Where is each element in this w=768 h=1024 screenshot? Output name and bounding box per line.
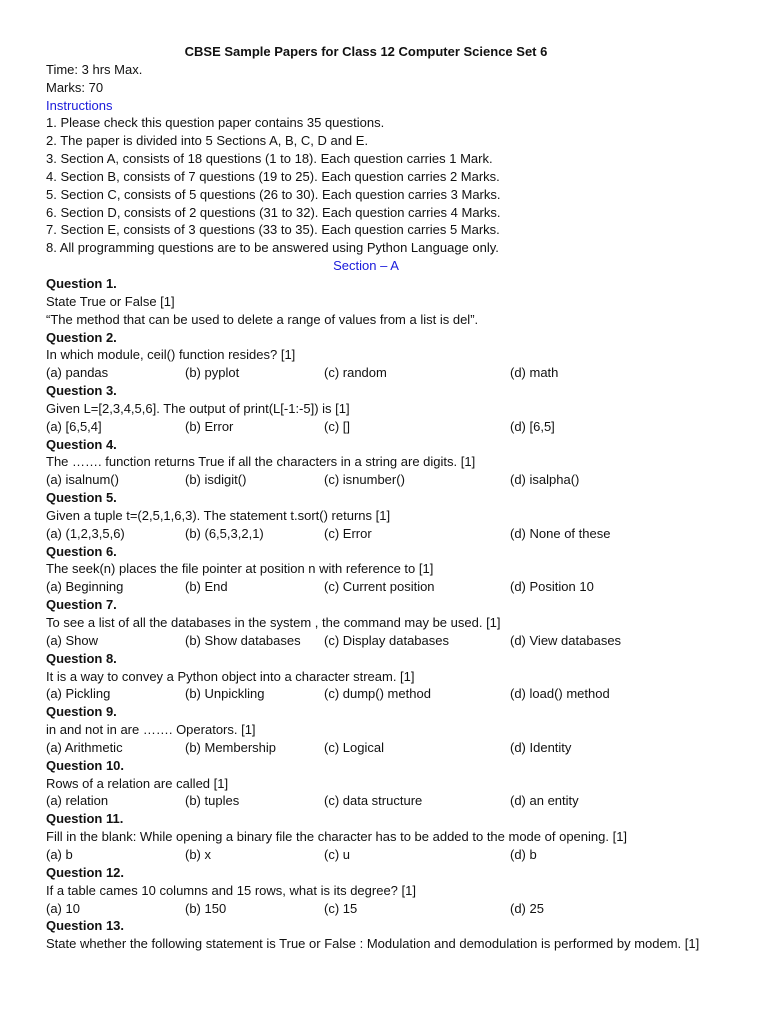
question-block (46, 864, 726, 918)
question-block (46, 757, 726, 811)
answer-option: (d) load() method (510, 686, 610, 702)
question-text: “The method that can be used to delete a range of values from a list is del”. (46, 311, 479, 327)
paper-title: CBSE Sample Papers for Class 12 Computer Science Set 6 (184, 44, 548, 59)
answer-option: (c) data structure (324, 793, 423, 809)
answer-option: (a) Show (46, 632, 99, 648)
question-text: The seek(n) places the file pointer at position n with reference to [1] (46, 561, 434, 577)
answer-option: (d) 25 (510, 900, 544, 916)
question-block (46, 436, 726, 490)
answer-option: (c) u (324, 846, 350, 862)
question-block (46, 650, 726, 704)
answer-option: (b) End (185, 579, 228, 595)
question-text: in and not in are ……. Operators. [1] (46, 722, 256, 738)
question-block (46, 382, 726, 436)
instruction-item: 8. All programming questions are to be answered using Python Language only. (46, 240, 499, 256)
options-row (46, 471, 726, 489)
answer-option: (d) an entity (510, 793, 579, 809)
instruction-item: 2. The paper is divided into 5 Sections A, B, C, D and E. (46, 133, 369, 149)
instruction-item: 6. Section D, consists of 2 questions (31 to 32). Each question carries 4 Marks. (46, 204, 501, 220)
question-text: Fill in the blank: While opening a binary file the character has to be added to the mode of opening. [1] (46, 829, 628, 845)
question-text: Given a tuple t=(2,5,1,6,3). The statement t.sort() returns [1] (46, 507, 391, 523)
answer-option: (a) [6,5,4] (46, 418, 102, 434)
answer-option: (c) 15 (324, 900, 358, 916)
question-block (46, 703, 726, 757)
question-block (46, 810, 726, 864)
question-paper (46, 43, 726, 953)
answer-option: (b) tuples (185, 793, 240, 809)
question-text: The ……. function returns True if all the characters in a string are digits. [1] (46, 454, 476, 470)
question-heading: Question 6. (46, 543, 117, 559)
answer-option: (c) Logical (324, 739, 384, 755)
answer-option: (d) None of these (510, 525, 611, 541)
answer-option: (c) Display databases (324, 632, 449, 648)
answer-option: (b) x (185, 846, 211, 862)
answer-option: (d) b (510, 846, 537, 862)
answer-option: (a) relation (46, 793, 109, 809)
question-text: Given L=[2,3,4,5,6]. The output of print(L[-1:-5]) is [1] (46, 400, 350, 416)
answer-option: (c) random (324, 365, 387, 381)
answer-option: (a) b (46, 846, 73, 862)
answer-option: (d) [6,5] (510, 418, 555, 434)
answer-option: (a) pandas (46, 365, 109, 381)
question-heading: Question 9. (46, 704, 117, 720)
answer-option: (c) Current position (324, 579, 435, 595)
question-block (46, 917, 726, 953)
instruction-item: 3. Section A, consists of 18 questions (1 to 18). Each question carries 1 Mark. (46, 151, 493, 167)
answer-option: (b) Show databases (185, 632, 301, 648)
questions-list (46, 275, 726, 953)
question-block (46, 596, 726, 650)
question-heading: Question 2. (46, 329, 117, 345)
instructions-heading: Instructions (46, 97, 113, 113)
question-heading: Question 10. (46, 757, 125, 773)
answer-option: (b) isdigit() (185, 472, 247, 488)
question-heading: Question 1. (46, 275, 117, 291)
options-row (46, 578, 726, 596)
options-row (46, 846, 726, 864)
instruction-item: 4. Section B, consists of 7 questions (19 to 25). Each question carries 2 Marks. (46, 168, 500, 184)
instruction-item: 5. Section C, consists of 5 questions (26 to 30). Each question carries 3 Marks. (46, 186, 501, 202)
question-heading: Question 8. (46, 650, 117, 666)
options-row (46, 900, 726, 918)
question-heading: Question 4. (46, 436, 117, 452)
answer-option: (c) dump() method (324, 686, 431, 702)
answer-option: (a) Arithmetic (46, 739, 123, 755)
question-text: In which module, ceil() function resides? [1] (46, 347, 296, 363)
instruction-item: 1. Please check this question paper contains 35 questions. (46, 115, 385, 131)
answer-option: (b) Error (185, 418, 234, 434)
question-block (46, 489, 726, 543)
answer-option: (a) Pickling (46, 686, 111, 702)
time-line: Time: 3 hrs Max. (46, 61, 143, 77)
section-heading: Section – A (333, 258, 399, 274)
options-row (46, 525, 726, 543)
answer-option: (a) isalnum() (46, 472, 119, 488)
answer-option: (b) (6,5,3,2,1) (185, 525, 264, 541)
answer-option: (d) Identity (510, 739, 572, 755)
question-text: If a table cames 10 columns and 15 rows, what is its degree? [1] (46, 882, 416, 898)
answer-option: (c) isnumber() (324, 472, 405, 488)
answer-option: (c) Error (324, 525, 372, 541)
answer-option: (d) isalpha() (510, 472, 580, 488)
options-row (46, 364, 726, 382)
question-text: To see a list of all the databases in the system , the command may be used. [1] (46, 615, 501, 630)
question-text: It is a way to convey a Python object into a character stream. [1] (46, 668, 415, 684)
options-row (46, 418, 726, 436)
question-heading: Question 7. (46, 597, 117, 613)
question-text: State True or False [1] (46, 293, 175, 309)
instruction-item: 7. Section E, consists of 3 questions (33 to 35). Each question carries 5 Marks. (46, 222, 500, 238)
answer-option: (a) Beginning (46, 579, 124, 595)
options-row (46, 739, 726, 757)
instructions-list (46, 114, 726, 257)
question-heading: Question 3. (46, 383, 117, 399)
question-block (46, 543, 726, 597)
question-block (46, 329, 726, 383)
options-row (46, 685, 726, 703)
question-heading: Question 5. (46, 490, 117, 506)
answer-option: (a) 10 (46, 900, 80, 916)
answer-option: (b) Unpickling (185, 686, 265, 702)
question-block (46, 275, 726, 329)
answer-option: (d) math (510, 365, 559, 381)
options-row (46, 792, 726, 810)
question-heading: Question 11. (46, 811, 124, 827)
marks-line: Marks: 70 (46, 79, 104, 95)
answer-option: (a) (1,2,3,5,6) (46, 525, 125, 541)
answer-option: (d) View databases (510, 632, 622, 648)
answer-option: (b) Membership (185, 739, 277, 755)
question-text: State whether the following statement is True or False : Modulation and demodulation is performed by modem. [1] (46, 936, 700, 952)
question-heading: Question 12. (46, 864, 125, 880)
question-heading: Question 13. (46, 918, 125, 934)
answer-option: (b) 150 (185, 900, 227, 916)
answer-option: (c) [] (324, 418, 350, 434)
answer-option: (d) Position 10 (510, 579, 594, 595)
answer-option: (b) pyplot (185, 365, 240, 381)
question-text: Rows of a relation are called [1] (46, 775, 229, 791)
options-row (46, 632, 726, 650)
